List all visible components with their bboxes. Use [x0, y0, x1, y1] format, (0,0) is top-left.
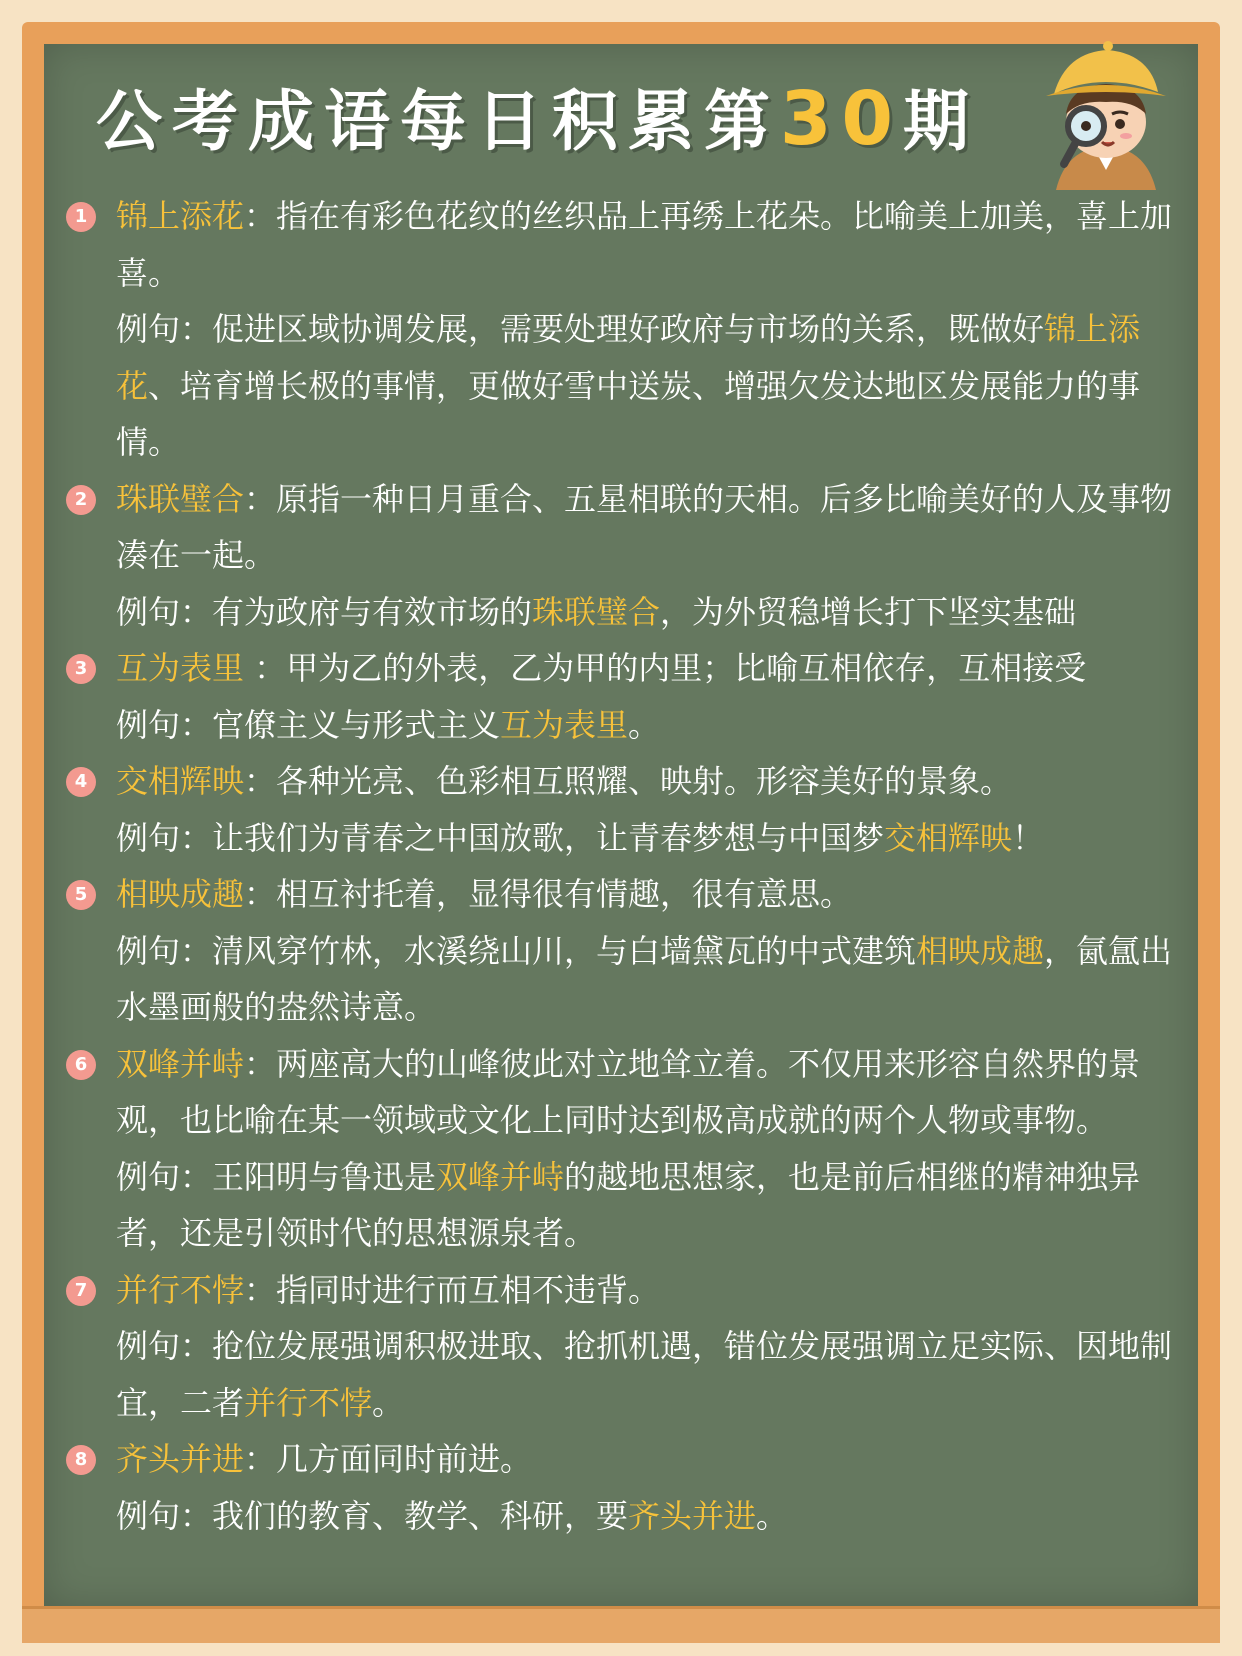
example-sentence: [116, 810, 1186, 867]
example-sentence: [116, 697, 1186, 754]
idiom-definition: [116, 1262, 1186, 1319]
example-text: 、培育增长极的事情，更做好雪中送炭、增强欠发达地区发展能力的事情。: [116, 366, 1141, 461]
definition-text: ：指在有彩色花纹的丝织品上再绣上花朵。比喻美上加美，喜上加喜。: [116, 197, 1173, 292]
definition-text: ：两座高大的山峰彼此对立地耸立着。不仅用来形容自然界的景观，也比喻在某一领域或文化上同时达到极高成就的两个人物或事物。: [116, 1044, 1141, 1139]
idiom-list: [62, 188, 1186, 1544]
idiom-term: 锦上添花: [116, 197, 245, 235]
example-idiom: 互为表里: [500, 705, 629, 744]
example-sentence: [116, 1318, 1186, 1431]
example-idiom: 交相辉映: [884, 818, 1013, 857]
idiom-entry-1: [62, 188, 1186, 471]
idiom-term: 交相辉映: [116, 762, 245, 800]
example-idiom: 双峰并峙: [436, 1157, 565, 1196]
example-sentence: [116, 1488, 1186, 1545]
number-badge: 4: [66, 767, 96, 797]
idiom-entry-5: [62, 866, 1186, 1036]
definition-text: ：原指一种日月重合、五星相联的天相。后多比喻美好的人及事物凑在一起。: [116, 479, 1173, 574]
example-text: ，为外贸稳增长打下坚实基础: [660, 592, 1077, 631]
idiom-term: 并行不悖: [116, 1270, 245, 1309]
idiom-entry-3: [62, 640, 1186, 753]
idiom-term: 双峰并峙: [116, 1044, 245, 1083]
example-text: 例句：让我们为青春之中国放歌，让青春梦想与中国梦: [116, 818, 885, 857]
idiom-definition: [116, 640, 1186, 697]
idiom-entry-7: [62, 1262, 1186, 1432]
title-prefix: 公考成语每日积累第: [96, 83, 780, 160]
example-text: ！: [1012, 818, 1045, 857]
number-badge: 5: [66, 880, 96, 910]
example-text: 。: [756, 1496, 789, 1535]
example-text: 。: [628, 705, 661, 744]
idiom-entry-2: [62, 471, 1186, 641]
title-suffix: 期: [902, 83, 979, 160]
idiom-definition: [116, 866, 1186, 923]
number-badge: 8: [66, 1445, 96, 1475]
idiom-entry-8: [62, 1431, 1186, 1544]
example-sentence: [116, 923, 1186, 1036]
detective-mascot-icon: [1036, 30, 1176, 190]
number-badge: 1: [66, 202, 96, 232]
definition-text: ：指同时进行而互相不违背。: [244, 1270, 661, 1309]
idiom-definition: [116, 188, 1186, 301]
example-sentence: [116, 301, 1186, 471]
example-sentence: [116, 584, 1186, 641]
page-title: [96, 74, 979, 164]
number-badge: 3: [66, 654, 96, 684]
example-text: 例句：抢位发展强调积极进取、抢抓机遇，错位发展强调立足实际、因地制宜，二者: [116, 1327, 1173, 1422]
idiom-term: 相映成趣: [116, 875, 245, 913]
example-text: 。: [372, 1383, 405, 1422]
definition-text: ：各种光亮、色彩相互照耀、映射。形容美好的景象。: [244, 762, 1013, 800]
example-text: 的越地思想家，也是前后相继的精神独异者，还是引领时代的思想源泉者。: [116, 1157, 1141, 1252]
example-text: 例句：我们的教育、教学、科研，要: [116, 1496, 629, 1535]
example-idiom: 珠联璧合: [532, 592, 661, 631]
example-idiom: 锦上添花: [116, 310, 1141, 405]
issue-number: 30: [780, 76, 903, 162]
idiom-definition: [116, 471, 1186, 584]
example-idiom: 齐头并进: [628, 1496, 757, 1535]
idiom-definition: [116, 753, 1186, 810]
idiom-definition: [116, 1431, 1186, 1488]
chalk-ledge: [22, 1606, 1220, 1643]
idiom-term: 互为表里: [116, 649, 245, 687]
example-text: 例句：官僚主义与形式主义: [116, 705, 501, 744]
definition-text: ：甲为乙的外表，乙为甲的内里；比喻互相依存，互相接受: [244, 649, 1087, 687]
example-idiom: 相映成趣: [916, 931, 1045, 970]
idiom-definition: [116, 1036, 1186, 1149]
example-text: ，氤氲出水墨画般的盎然诗意。: [116, 931, 1173, 1026]
example-text: 例句：促进区域协调发展，需要处理好政府与市场的关系，既做好: [116, 310, 1045, 348]
idiom-entry-6: [62, 1036, 1186, 1262]
example-text: 例句：有为政府与有效市场的: [116, 592, 533, 631]
definition-text: ：几方面同时前进。: [244, 1440, 533, 1478]
number-badge: 6: [66, 1050, 96, 1080]
example-sentence: [116, 1149, 1186, 1262]
idiom-term: 珠联璧合: [116, 479, 245, 518]
example-text: 例句：清风穿竹林，水溪绕山川，与白墙黛瓦的中式建筑: [116, 931, 917, 970]
idiom-entry-4: [62, 753, 1186, 866]
example-text: 例句：王阳明与鲁迅是: [116, 1157, 437, 1196]
idiom-term: 齐头并进: [116, 1440, 245, 1478]
number-badge: 2: [66, 485, 96, 515]
definition-text: ：相互衬托着，显得很有情趣，很有意思。: [244, 875, 853, 913]
number-badge: 7: [66, 1276, 96, 1306]
example-idiom: 并行不悖: [244, 1383, 373, 1422]
